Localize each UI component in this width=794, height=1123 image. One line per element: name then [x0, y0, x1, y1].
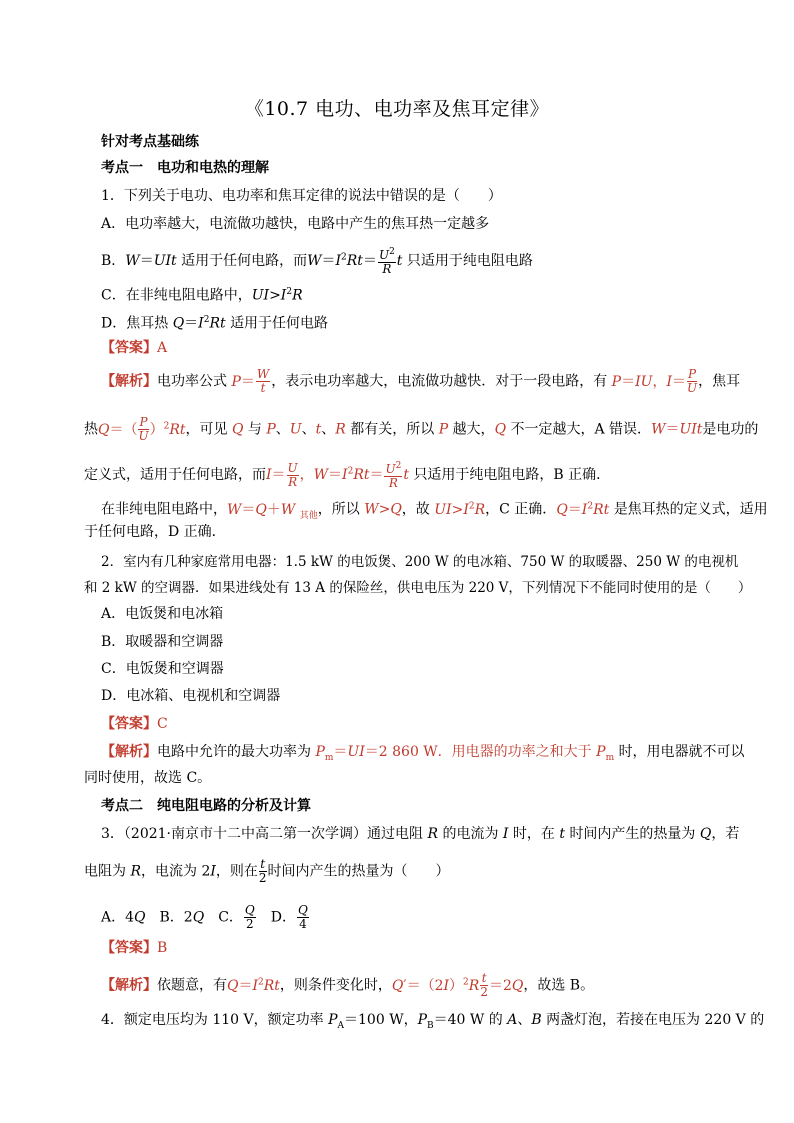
q1-stem: 1．下列关于电功、电功率和焦耳定律的说法中错误的是（ ） — [101, 188, 502, 204]
q2-answer: 【答案】C — [101, 716, 168, 732]
q1-explanation-line4: 在非纯电阻电路中，W＝Q＋W $_{其他}$，所以 W>Q，故 $UI>I^2R$，C 正确．$Q=I^2Rt$ 是焦耳热的定义式，适用 — [101, 501, 768, 521]
q3-options: A．4Q B．2Q C． $\frac{Q}{2}$ D． $\frac{Q}{4}$ — [101, 903, 308, 931]
q2-option-b: B．取暖器和空调器 — [101, 634, 224, 650]
q2-explanation-line2: 同时使用，故选 C。 — [84, 770, 212, 786]
q3-answer: 【答案】B — [101, 940, 168, 956]
q3-stem-line1: 3．（2021·南京市十二中高二第一次学调）通过电阻 R 的电流为 I 时，在 t 时间内产生的热量为 Q，若 — [101, 826, 740, 842]
knowledge-point-1: 考点一 电功和电热的理解 — [101, 160, 269, 176]
q3-explanation: 【解析】依题意，有$Q=I^2Rt$，则条件变化时，$Q'=(2I)^2R$ $\frac{t}{2}$ ＝2Q，故选 B。 — [101, 971, 595, 1000]
q4-stem-line1: 4．额定电压均为 110 V，额定功率 $P_A=100$ W，$P_B=40$ W 的 A、B 两盏灯泡，若接在电压为 220 V 的 — [101, 1012, 765, 1031]
q1-option-d: D．焦耳热 $Q=I^2Rt$ 适用于任何电路 — [101, 315, 329, 332]
q1-explanation-line1: 【解析】电功率公式 P＝ $\frac{W}{t}$ ，表示电功率越大，电流做功越快．对于一段电路，有 P＝IU，I＝ $\frac{P}{U}$ ，焦耳 — [101, 367, 741, 395]
q2-stem-line1: 2．室内有几种家庭常用电器：1.5 kW 的电饭煲、200 W 的电冰箱、750 W 的取暖器、250 W 的电视机 — [101, 554, 739, 570]
q2-option-a: A．电饭煲和电冰箱 — [101, 606, 224, 622]
q1-explanation-line3: 定义式，适用于任何电路，而I＝ $\frac{U}{R}$ ，$W=I^2Rt=$ $\frac{U^2}{R}$ t 只适用于纯电阻电路，B 正确． — [84, 460, 611, 490]
section-heading: 针对考点基础练 — [101, 134, 199, 150]
q2-stem-line2: 和 2 kW 的空调器．如果进线处有 13 A 的保险丝，供电电压为 220 V，下列情况下不能同时使用的是（ ） — [84, 580, 752, 596]
q1-explanation-line5: 于任何电路，D 正确． — [84, 524, 226, 540]
q1-explanation-line2: 热Q＝（ $\frac{P}{U}$ ）$^2$Rt，可见 Q 与 P、U、t、R 都有关，所以 P 越大，Q 不一定越大，A 错误．W＝UIt是电功的 — [84, 415, 759, 444]
q1-option-c: C．在非纯电阻电路中，$UI>I^2R$ — [101, 287, 303, 304]
q1-answer: 【答案】A — [101, 340, 168, 356]
q1-option-a: A．电功率越大，电流做功越快，电路中产生的焦耳热一定越多 — [101, 216, 490, 232]
q3-stem-line2: 电阻为 R，电流为 2I，则在 $\frac{t}{2}$ 时间内产生的热量为（ ） — [84, 857, 450, 885]
q2-option-d: D．电冰箱、电视机和空调器 — [101, 688, 281, 704]
page-title: 《10.7 电功、电功率及焦耳定律》 — [244, 98, 550, 120]
q1-option-b: B．W＝UIt 适用于任何电路，而$W=I^2Rt=$ $\frac{U^2}{R}$ t 只适用于纯电阻电路 — [101, 247, 533, 276]
knowledge-point-2: 考点二 纯电阻电路的分析及计算 — [101, 798, 311, 814]
q2-option-c: C．电饭煲和空调器 — [101, 661, 224, 677]
q2-explanation-line1: 【解析】电路中允许的最大功率为 $P_m=UI=2$ 860 W．用电器的功率之和大于 $P_m$ 时，用电器就不可以 — [101, 744, 745, 763]
